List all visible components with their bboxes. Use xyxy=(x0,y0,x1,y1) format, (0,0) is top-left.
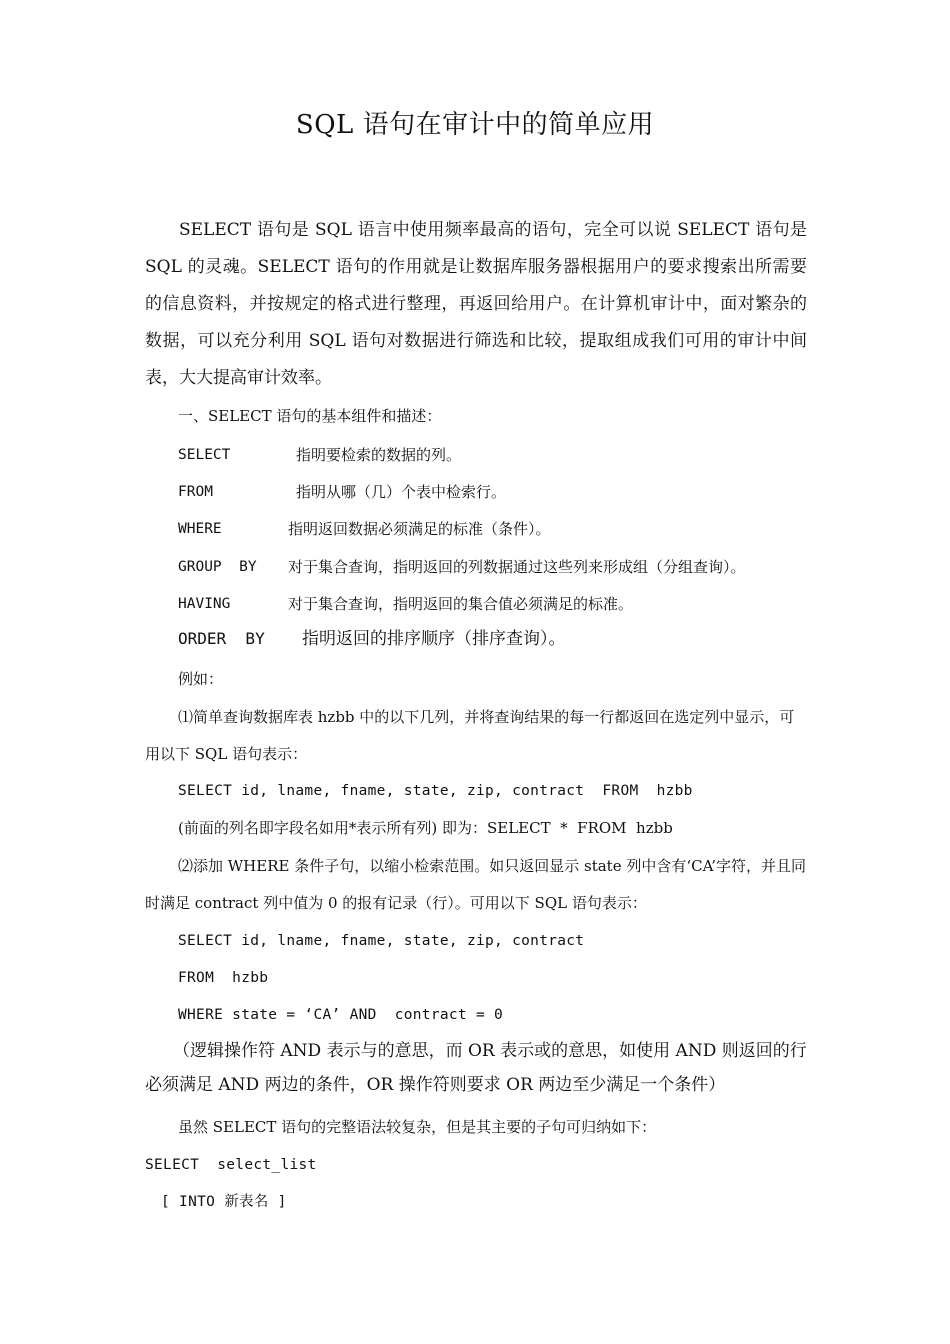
component-keyword: GROUP BY xyxy=(178,559,257,575)
syntax-select-line: SELECT select_list xyxy=(145,1157,317,1173)
example2-code-where: WHERE state = ‘CA’ AND contract = 0 xyxy=(178,1007,504,1023)
component-description: 指明要检索的数据的列。 xyxy=(296,446,462,464)
example1-paragraph: ⑴简单查询数据库表 hzbb 中的以下几列，并将查询结果的每一行都返回在选定列中显示，可用以下 SQL 语句表示： xyxy=(145,708,795,763)
document-title: SQL 语句在审计中的简单应用 xyxy=(295,110,655,140)
component-keyword: WHERE xyxy=(178,521,222,537)
component-description: 指明从哪（几）个表中检索行。 xyxy=(296,483,507,501)
example2-code-select: SELECT id, lname, fname, state, zip, contract xyxy=(178,933,585,949)
component-keyword: HAVING xyxy=(178,596,231,612)
section-heading: 一、SELECT 语句的基本组件和描述： xyxy=(178,407,442,425)
logic-note-paragraph: （逻辑操作符 AND 表示与的意思，而 OR 表示或的意思，如使用 AND 则返回的行必须满足 AND 两边的条件，OR 操作符则要求 OR 两边至少满足一个条件） xyxy=(145,1041,807,1095)
intro-paragraph: SELECT 语句是 SQL 语言中使用频率最高的语句，完全可以说 SELECT 语句是 SQL 的灵魂。SELECT 语句的作用就是让数据库服务器根据用户的要求搜索出所需要的信息资料，并按规定的格式进行整理，再返回给用户。在计算机审计中，面对繁杂的数据，可以充分利用 SQL 语句对数据进行筛选和比较，提取组成我们可用的审计中间表，大大提高审计效率。 xyxy=(145,220,807,388)
summary-text: 虽然 SELECT 语句的完整语法较复杂，但是其主要的子句可归纳如下： xyxy=(178,1118,657,1136)
example1-note: (前面的列名即字段名如用*表示所有列) 即为：SELECT * FROM hzbb xyxy=(178,819,673,837)
example1-code: SELECT id, lname, fname, state, zip, contract FROM hzbb xyxy=(178,783,693,799)
syntax-into-line: [ INTO 新表名 ] xyxy=(161,1194,287,1210)
component-description: 对于集合查询，指明返回的集合值必须满足的标准。 xyxy=(288,595,634,613)
component-keyword: SELECT xyxy=(178,447,231,463)
example2-code-from: FROM hzbb xyxy=(178,970,269,986)
component-keyword: FROM xyxy=(178,484,213,500)
component-description: 指明返回数据必须满足的标准（条件）。 xyxy=(288,520,551,538)
example-label: 例如： xyxy=(178,670,224,688)
component-description: 指明返回的排序顺序（排序查询）。 xyxy=(302,629,566,649)
component-description: 对于集合查询，指明返回的列数据通过这些列来形成组（分组查询）。 xyxy=(288,558,746,576)
example2-paragraph: ⑵添加 WHERE 条件子句，以缩小检索范围。如只返回显示 state 列中含有‘CA’字符，并且同时满足 contract 列中值为 0 的报有记录（行）。可用以下 SQL 语句表示： xyxy=(145,857,806,912)
component-keyword: ORDER BY xyxy=(178,629,265,648)
